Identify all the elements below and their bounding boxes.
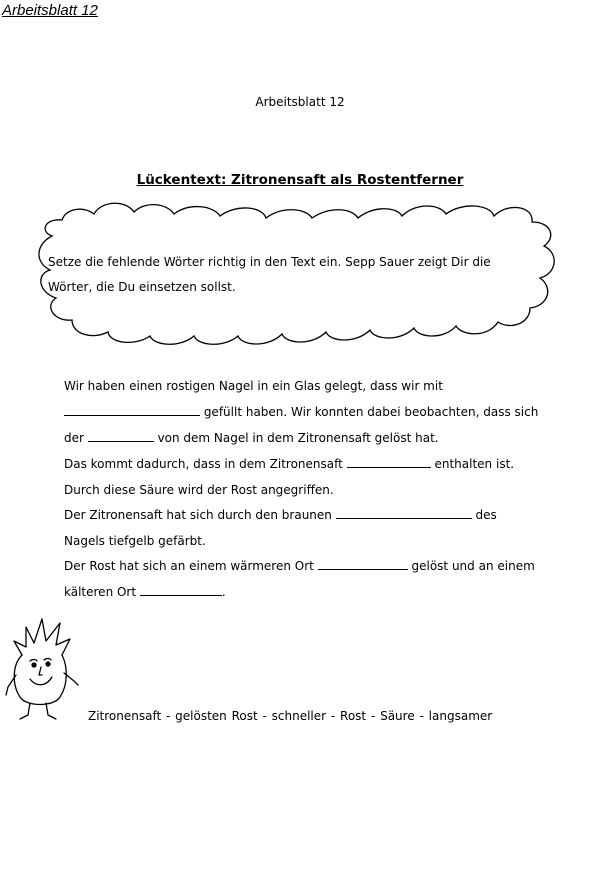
header-label: Arbeitsblatt 12 bbox=[2, 2, 98, 19]
page-title: Lückentext: Zitronensaft als Rostentferner bbox=[136, 172, 464, 188]
page-subtitle: Arbeitsblatt 12 bbox=[255, 95, 345, 109]
blank-2[interactable] bbox=[88, 431, 154, 442]
text-line-6-before: Der Zitronensaft hat sich durch den braunen bbox=[64, 508, 336, 522]
cloud-frame-icon bbox=[0, 0, 600, 360]
text-line-5-content: Durch diese Säure wird der Rost angegriffen. bbox=[64, 483, 334, 497]
text-line-2 bbox=[64, 405, 538, 419]
text-line-4 bbox=[64, 457, 514, 471]
text-line-8 bbox=[64, 559, 535, 573]
text-line-1 bbox=[64, 379, 443, 393]
text-line-9-after: . bbox=[221, 585, 226, 599]
text-line-3-after: von dem Nagel in dem Zitronensaft gelöst hat. bbox=[153, 431, 439, 445]
text-line-8-after: gelöst und an einem bbox=[407, 559, 535, 573]
word-bank: Zitronensaft - gelösten Rost - schneller - Rost - Säure - langsamer bbox=[88, 709, 493, 723]
text-line-7 bbox=[64, 534, 206, 548]
text-line-8-before: Der Rost hat sich an einem wärmeren Ort bbox=[64, 559, 318, 573]
text-line-3 bbox=[64, 431, 439, 445]
text-line-5 bbox=[64, 483, 334, 497]
text-line-9-before: kälteren Ort bbox=[64, 585, 140, 599]
blank-3[interactable] bbox=[347, 457, 431, 468]
blank-6[interactable] bbox=[140, 585, 222, 596]
text-line-2-after: gefüllt haben. Wir konnten dabei beobachten, dass sich bbox=[200, 405, 539, 419]
text-line-9 bbox=[64, 585, 226, 599]
blank-5[interactable] bbox=[318, 559, 408, 570]
blank-4[interactable] bbox=[336, 508, 472, 519]
text-line-4-before: Das kommt dadurch, dass in dem Zitronensaft bbox=[64, 457, 347, 471]
text-line-3-before: der bbox=[64, 431, 88, 445]
text-line-7-content: Nagels tiefgelb gefärbt. bbox=[64, 534, 206, 548]
text-line-6 bbox=[64, 508, 497, 522]
text-line-4-after: enthalten ist. bbox=[430, 457, 515, 471]
text-line-6-after: des bbox=[471, 508, 497, 522]
blank-1[interactable] bbox=[64, 405, 200, 416]
text-line-1-content: Wir haben einen rostigen Nagel in ein Glas gelegt, dass wir mit bbox=[64, 379, 443, 393]
lemon-mascot-icon bbox=[4, 615, 84, 725]
instruction-text: Setze die fehlende Wörter richtig in den Text ein. Sepp Sauer zeigt Dir die Wörter, die Du einsetzen sollst. bbox=[48, 255, 491, 294]
